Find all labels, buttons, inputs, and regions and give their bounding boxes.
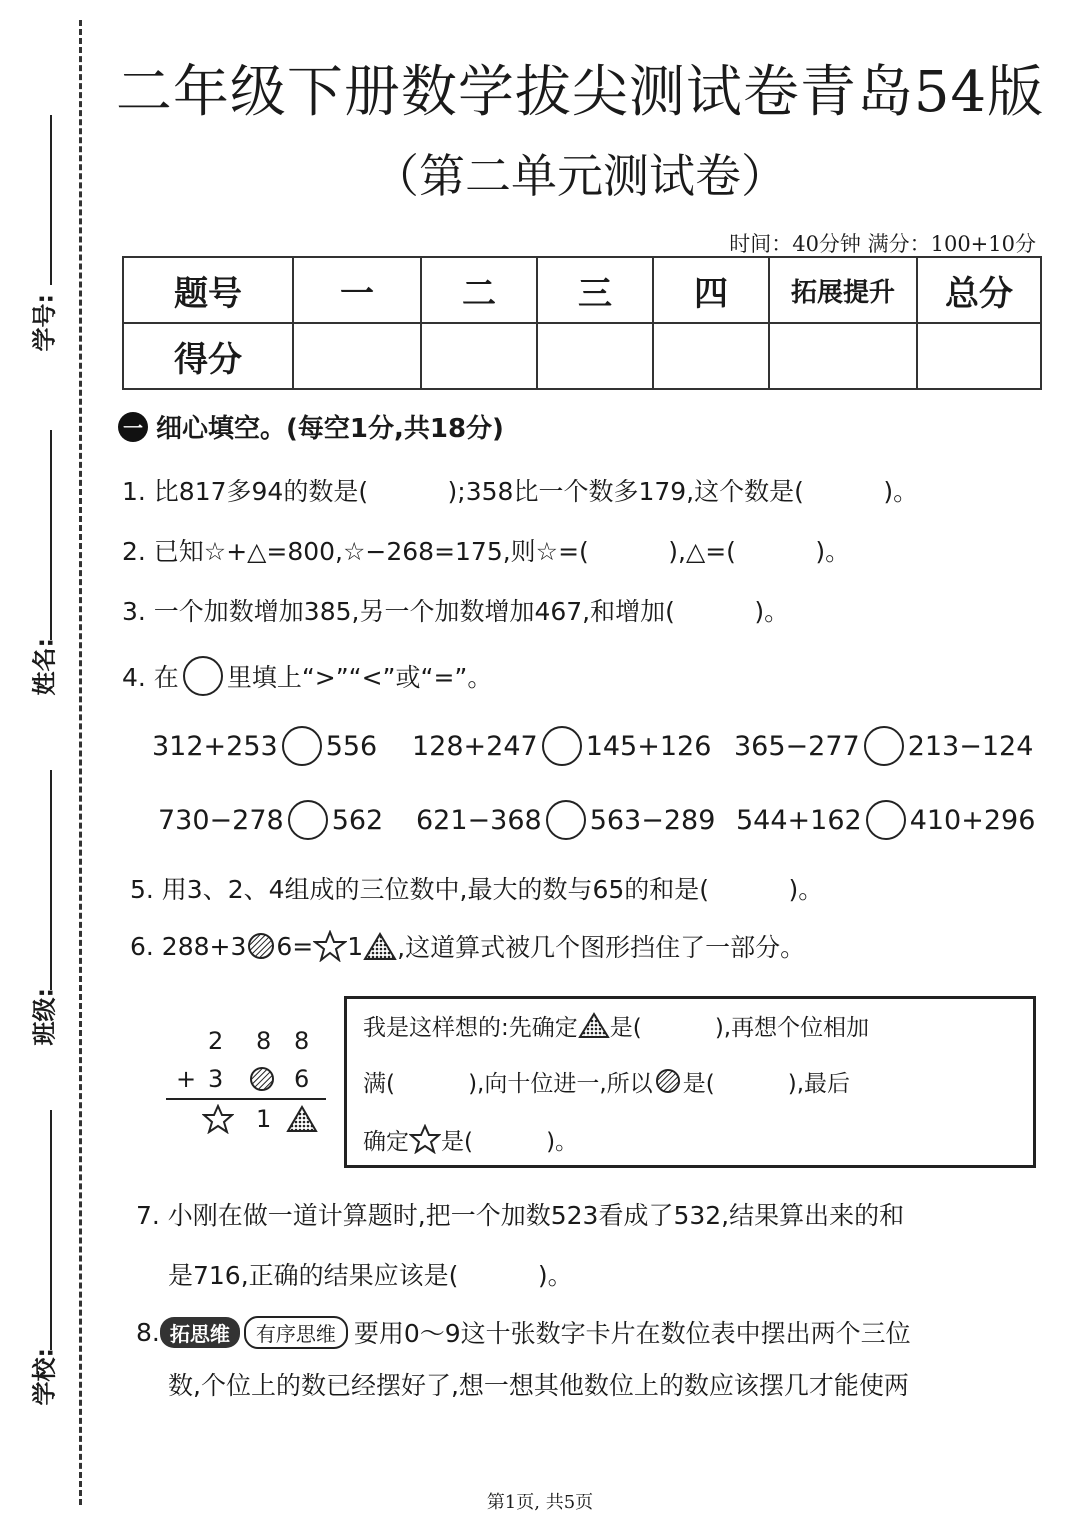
id-label: 学号: bbox=[30, 293, 59, 352]
score-input-cell[interactable] bbox=[917, 323, 1041, 389]
sum-digit: 1 bbox=[256, 1105, 272, 1133]
compare-circle[interactable] bbox=[542, 726, 582, 766]
compare-left: 544+162 bbox=[736, 804, 862, 836]
compare-left: 730−278 bbox=[158, 804, 284, 836]
reasoning-text: 满( ),向十位进一,所以 bbox=[363, 1070, 653, 1097]
dotted-circle-icon bbox=[653, 1067, 683, 1095]
dotted-circle-icon bbox=[248, 1062, 276, 1096]
score-header-cell: 四 bbox=[653, 257, 769, 323]
score-input-cell[interactable] bbox=[293, 323, 421, 389]
question-6 bbox=[130, 928, 805, 964]
triangle-icon bbox=[363, 931, 397, 961]
question-8-line-2: 数,个位上的数已经摆好了,想一想其他数位上的数应该摆几才能使两 bbox=[168, 1371, 909, 1400]
compare-item bbox=[736, 800, 1035, 840]
q8-number: 8. bbox=[136, 1317, 160, 1347]
star-icon bbox=[313, 930, 347, 962]
reasoning-text: 是( ),再想个位相加 bbox=[609, 1014, 870, 1041]
score-header-cell: 总分 bbox=[917, 257, 1041, 323]
compare-right: 410+296 bbox=[909, 804, 1036, 836]
reasoning-text: 确定 bbox=[363, 1128, 409, 1155]
reasoning-text: 我是这样想的:先确定 bbox=[363, 1014, 578, 1041]
compare-left: 312+253 bbox=[152, 730, 278, 762]
compare-circle[interactable] bbox=[546, 800, 586, 840]
reasoning-box bbox=[344, 996, 1036, 1168]
dotted-circle-icon bbox=[246, 931, 276, 961]
compare-left: 128+247 bbox=[412, 730, 538, 762]
score-input-cell[interactable] bbox=[653, 323, 769, 389]
question-1: 1. 比817多94的数是( );358比一个数多179,这个数是( )。 bbox=[122, 477, 919, 506]
binding-dashed-line bbox=[79, 20, 82, 1505]
question-4 bbox=[122, 656, 492, 696]
name-line bbox=[50, 430, 52, 640]
triangle-icon bbox=[578, 1011, 610, 1039]
reasoning-line-1 bbox=[363, 1007, 869, 1043]
addend-digit: 8 bbox=[256, 1027, 272, 1055]
q6-part-d: ,这道算式被几个图形挡住了一部分。 bbox=[397, 933, 806, 962]
compare-item bbox=[158, 800, 383, 840]
class-label: 班级: bbox=[30, 987, 59, 1046]
score-header-cell: 三 bbox=[537, 257, 653, 323]
page-footer: 第1页, 共5页 bbox=[486, 1492, 594, 1513]
question-3: 3. 一个加数增加385,另一个加数增加467,和增加( )。 bbox=[122, 597, 790, 626]
reasoning-line-2 bbox=[363, 1063, 850, 1099]
compare-circle[interactable] bbox=[864, 726, 904, 766]
score-row-label: 得分 bbox=[123, 323, 293, 389]
sum-line bbox=[166, 1098, 326, 1100]
q6-part-c: 1 bbox=[347, 931, 364, 961]
compare-right: 562 bbox=[331, 804, 384, 836]
q6-part-a: 6. 288+3 bbox=[130, 931, 247, 961]
compare-circle[interactable] bbox=[282, 726, 322, 766]
score-header-cell: 拓展提升 bbox=[769, 257, 917, 323]
id-line bbox=[50, 115, 52, 285]
circle-icon bbox=[183, 656, 223, 696]
compare-item bbox=[412, 726, 711, 766]
triangle-icon bbox=[286, 1102, 318, 1136]
page-subtitle: （第二单元测试卷） bbox=[373, 149, 787, 203]
score-input-cell[interactable] bbox=[421, 323, 537, 389]
reasoning-text: 是( ),最后 bbox=[682, 1070, 851, 1097]
compare-left: 365−277 bbox=[734, 730, 860, 762]
school-label: 学校: bbox=[30, 1347, 59, 1406]
class-line bbox=[50, 770, 52, 990]
compare-circle[interactable] bbox=[288, 800, 328, 840]
page-title: 二年级下册数学拔尖测试卷青岛54版 bbox=[115, 60, 1045, 125]
q6-part-b: 6= bbox=[276, 931, 314, 961]
section-title: 细心填空。(每空1分,共18分) bbox=[156, 414, 504, 444]
ordered-thinking-tag: 有序思维 bbox=[244, 1316, 348, 1349]
compare-left: 621−368 bbox=[416, 804, 542, 836]
compare-right: 145+126 bbox=[585, 730, 712, 762]
question-7-line-2: 是716,正确的结果应该是( )。 bbox=[168, 1261, 573, 1290]
score-header-cell: 二 bbox=[421, 257, 537, 323]
star-icon bbox=[409, 1124, 441, 1154]
thinking-tag: 拓思维 bbox=[160, 1317, 240, 1348]
compare-right: 556 bbox=[325, 730, 378, 762]
addend-digit: 8 bbox=[294, 1027, 310, 1055]
compare-item bbox=[416, 800, 715, 840]
addend-digit: 2 bbox=[208, 1027, 224, 1055]
question-8 bbox=[136, 1314, 911, 1350]
school-line bbox=[50, 1110, 52, 1350]
q4-prefix: 4. 在 bbox=[122, 663, 179, 692]
score-header-cell: 题号 bbox=[123, 257, 293, 323]
question-5: 5. 用3、2、4组成的三位数中,最大的数与65的和是( )。 bbox=[130, 875, 824, 904]
compare-right: 213−124 bbox=[907, 730, 1034, 762]
time-and-score-info: 时间：40分钟 满分：100+10分 bbox=[729, 232, 1036, 256]
section-1-heading bbox=[118, 408, 504, 445]
q4-suffix: 里填上“>”“<”或“=”。 bbox=[226, 663, 493, 692]
score-table bbox=[122, 256, 1042, 390]
score-table-score-row bbox=[123, 323, 1041, 389]
plus-sign: + bbox=[176, 1065, 197, 1093]
score-table-header-row bbox=[123, 257, 1041, 323]
addend-digit: 6 bbox=[294, 1065, 310, 1093]
score-input-cell[interactable] bbox=[769, 323, 917, 389]
score-input-cell[interactable] bbox=[537, 323, 653, 389]
section-number-badge: 一 bbox=[118, 412, 148, 442]
question-7-line-1: 7. 小刚在做一道计算题时,把一个加数523看成了532,结果算出来的和 bbox=[136, 1201, 905, 1230]
addend-digit: 3 bbox=[208, 1065, 224, 1093]
star-icon bbox=[202, 1102, 234, 1136]
compare-circle[interactable] bbox=[866, 800, 906, 840]
score-header-cell: 一 bbox=[293, 257, 421, 323]
compare-item bbox=[734, 726, 1033, 766]
compare-item bbox=[152, 726, 377, 766]
reasoning-text: 是( )。 bbox=[441, 1128, 579, 1155]
compare-right: 563−289 bbox=[589, 804, 716, 836]
q8-text-line-1: 要用0～9这十张数字卡片在数位表中摆出两个三位 bbox=[353, 1319, 911, 1348]
name-label: 姓名: bbox=[30, 637, 59, 696]
question-2: 2. 已知☆+△=800,☆−268=175,则☆=( ),△=( )。 bbox=[122, 537, 851, 566]
reasoning-line-3 bbox=[363, 1121, 578, 1157]
